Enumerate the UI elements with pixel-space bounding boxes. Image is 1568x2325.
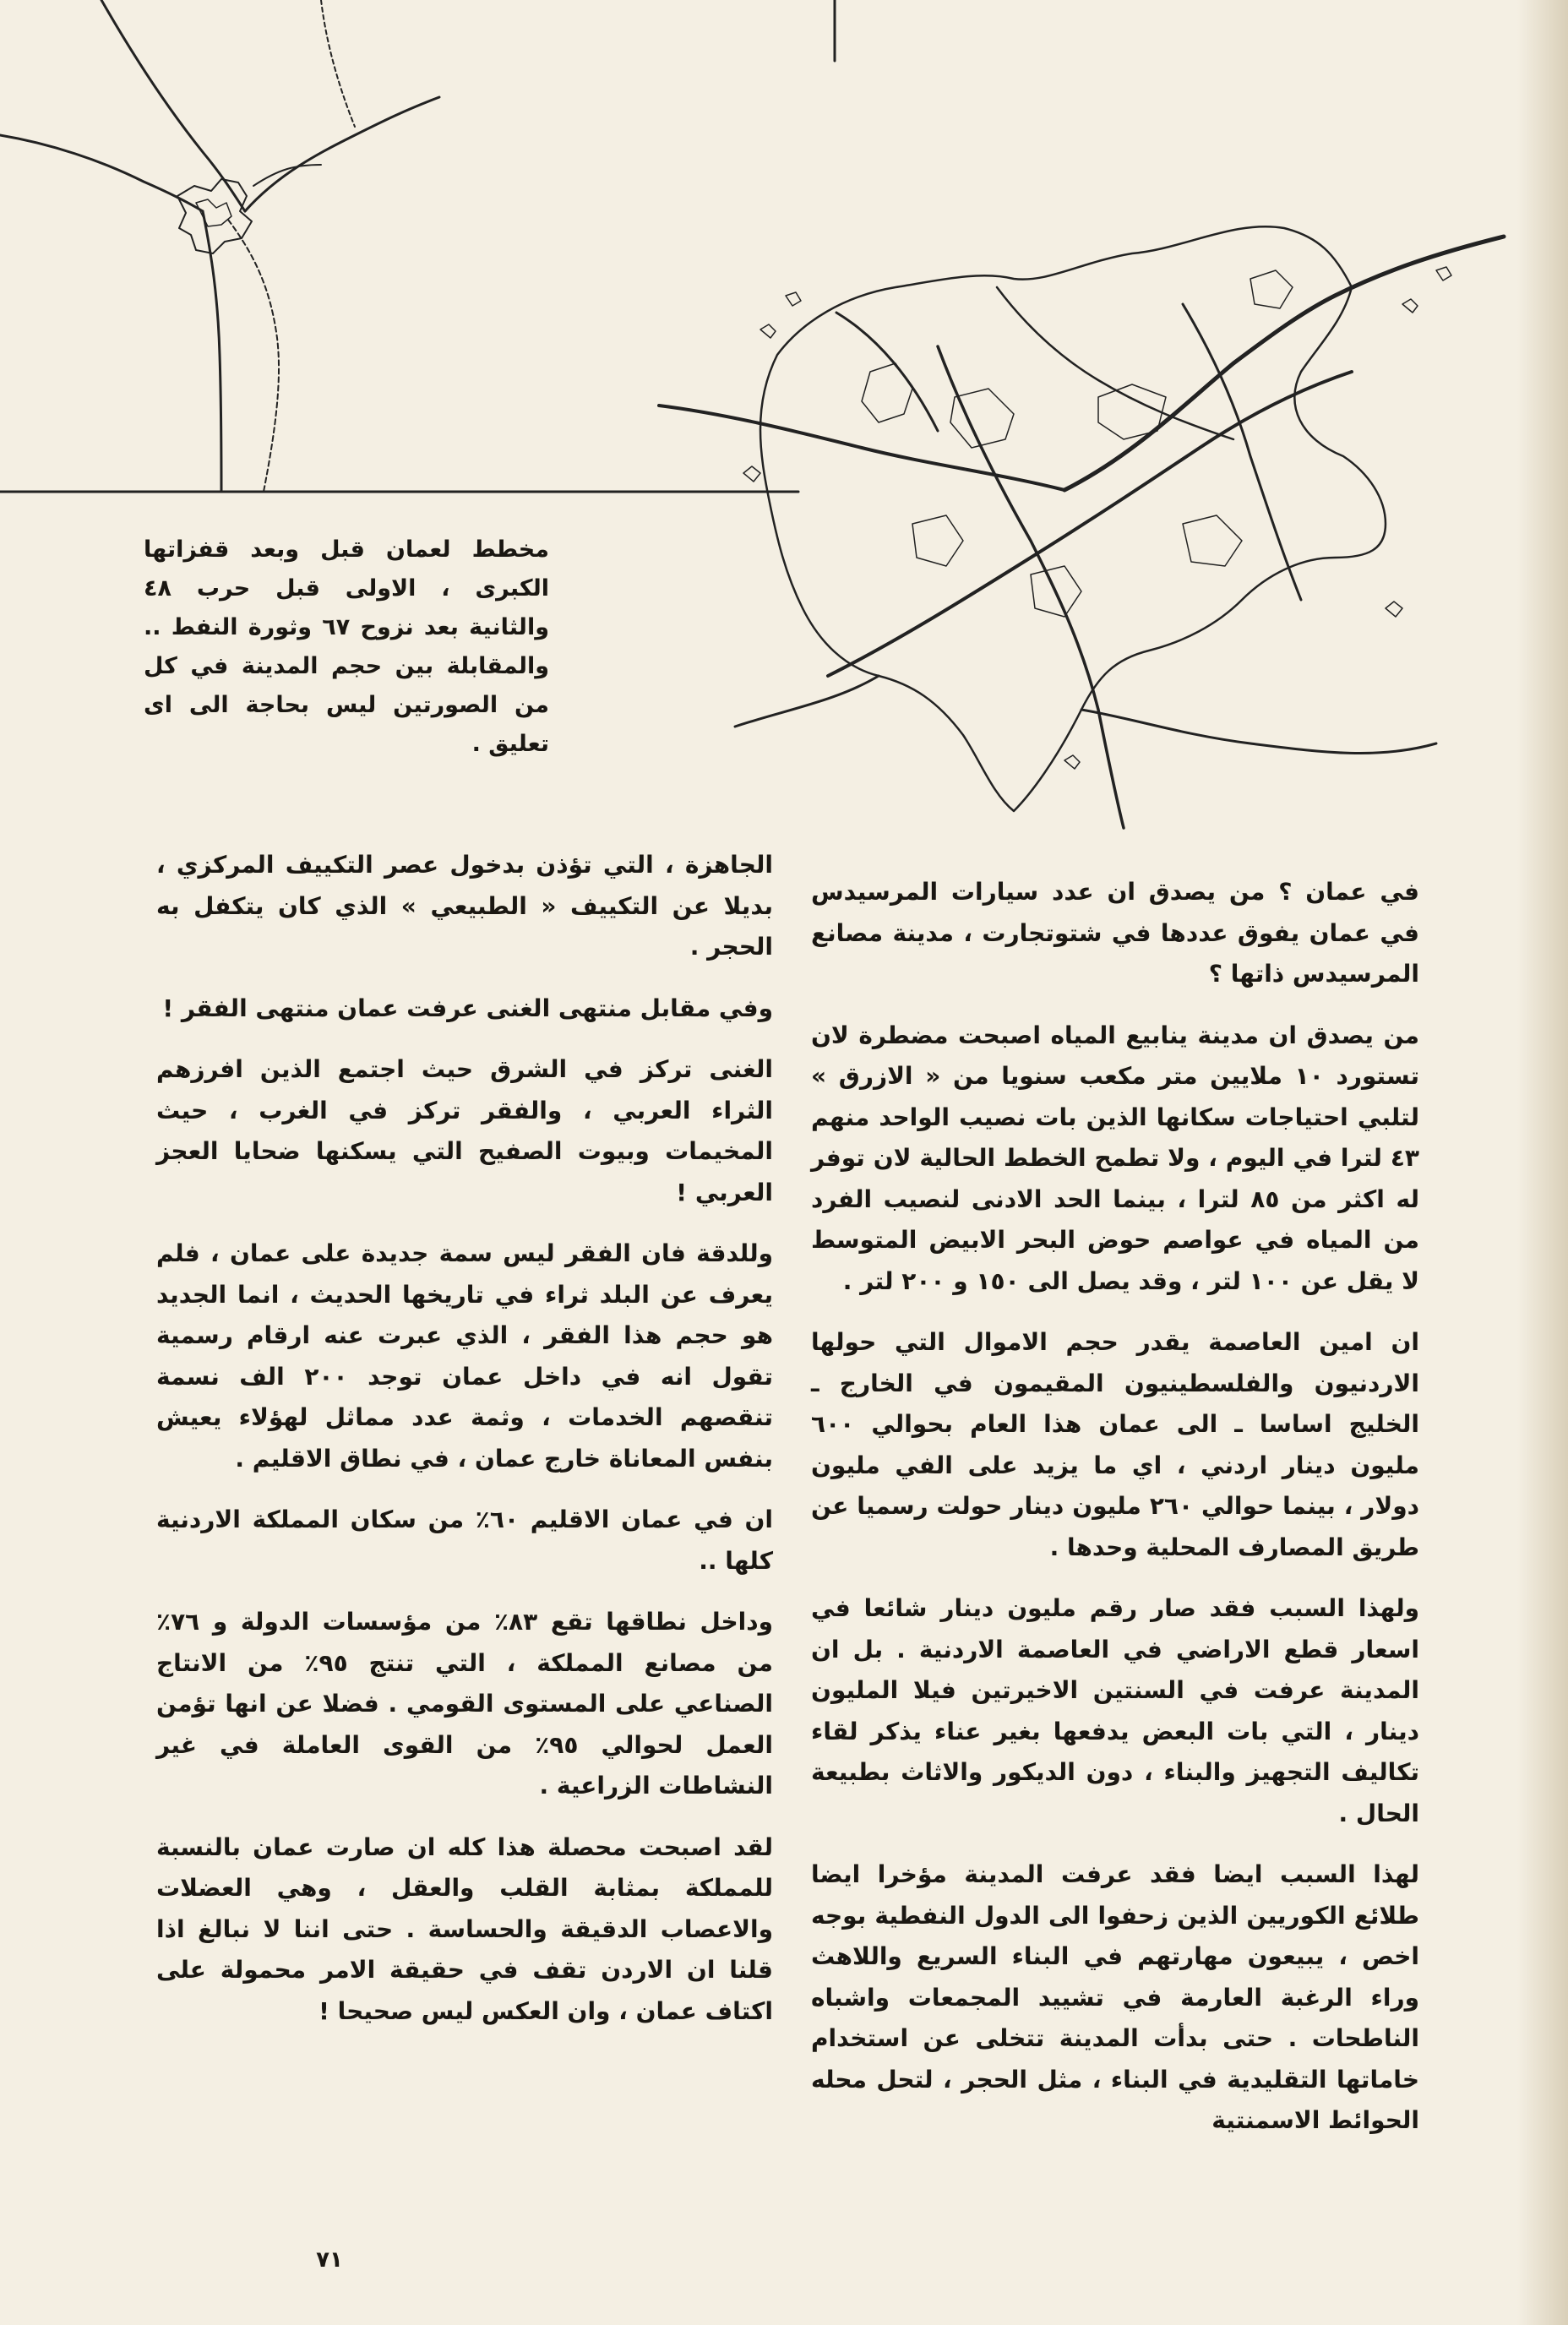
paragraph: من يصدق ان مدينة ينابيع المياه اصبحت مضطرة لان تستورد ١٠ ملايين متر مكعب سنويا من « الازرق » لتلبي احتياجات سكانها الذين بات نصيب الواحد منهم ٤٣ لترا في اليوم ، ولا تطمح الخطط الحالية لان توفر له اكثر من ٨٥ لترا ، بينما الحد الادنى لنصيب الفرد من المياه في عواصم حوض البحر الابيض المتوسط لا يقل عن ١٠٠ لتر ، وقد يصل الى ١٥٠ و ٢٠٠ لتر . xyxy=(811,1021,1419,1295)
paragraph: الجاهزة ، التي تؤذن بدخول عصر التكييف المركزي ، بديلا عن التكييف « الطبيعي » الذي كان يتكفل به الحجر . xyxy=(156,851,773,961)
paragraph: في عمان ؟ من يصدق ان عدد سيارات المرسيدس في عمان يفوق عددها في شتوتجارت ، مدينة مصانع المرسيدس ذاتها ؟ xyxy=(811,878,1419,988)
paragraph: لهذا السبب ايضا فقد عرفت المدينة مؤخرا ايضا طلائع الكوريين الذين زحفوا الى الدول النفطية بوجه اخص ، يبيعون مهارتهم في البناء السريع واللاهث وراء الرغبة العارمة في تشييد المجمعات واشباه الناطحات . حتى بدأت المدينة تتخلى عن استخدام خاماتها التقليدية في البناء ، مثل الحجر ، لتحل محله الحوائط الاسمنتية xyxy=(811,1860,1419,2134)
paragraph: ان في عمان الاقليم ٦٠٪ من سكان المملكة الاردنية كلها .. xyxy=(156,1506,773,1575)
paragraph: لقد اصبحت محصلة هذا كله ان صارت عمان بالنسبة للمملكة بمثابة القلب والعقل ، وهي العضلات والاعصاب الدقيقة والحساسة . حتى اننا لا نبالغ اذا قلنا ان الاردن تقف في حقيقة الامر محمولة على اكتاف عمان ، وان العكس ليس صحيحا ! xyxy=(156,1832,773,2025)
paragraph: وفي مقابل منتهى الغنى عرفت عمان منتهى الفقر ! xyxy=(162,994,773,1022)
paragraph: ان امين العاصمة يقدر حجم الاموال التي حولها الاردنيون والفلسطينيون المقيمون في الخارج ـ الخليج اساسا ـ الى عمان هذا العام بحوالي ٦٠٠ مليون دينار اردني ، اي ما يزيد على الفي مليون دولار ، بينما حوالي ٢٦٠ مليون دينار حولت رسميا عن طريق المصارف المحلية وحدها . xyxy=(811,1328,1420,1561)
paragraph: وداخل نطاقها تقع ٨٣٪ من مؤسسات الدولة و ٧٦٪ من مصانع المملكة ، التي تنتج ٩٥٪ من الانتاج الصناعي على المستوى القومي . فضلا عن انها تؤمن العمل لحوالي ٩٥٪ من القوى العاملة في غير النشاطات الزراعية . xyxy=(156,1608,773,1800)
article-column-left xyxy=(156,845,773,2052)
paragraph: الغنى تركز في الشرق حيث اجتمع الذين افرزهم الثراء العربي ، والفقر تركز في الغرب ، حيث المخيمات وبيوت الصفيح التي يسكنها ضحايا العجز العربي ! xyxy=(156,1055,773,1206)
city-boundary xyxy=(760,226,1386,811)
page-edge-shadow xyxy=(1517,0,1568,2325)
settlement-outline xyxy=(177,179,252,253)
scattered-settlements xyxy=(743,267,1451,769)
page-number: ٧١ xyxy=(316,2247,343,2273)
amman-map-after xyxy=(659,203,1521,828)
map-caption: مخطط لعمان قبل وبعد قفزاتها الكبرى ، الاولى قبل حرب ٤٨ والثانية بعد نزوح ٦٧ وثورة النفط .. والمقابلة بين حجم المدينة في كل من الصورتين ليس بحاجة الى اى تعليق . xyxy=(144,536,549,757)
paragraph: وللدقة فان الفقر ليس سمة جديدة على عمان ، فلم يعرف عن البلد ثراء في تاريخها الحديث ، انما الجديد هو حجم هذا الفقر ، الذي عبرت عنه ارقام رسمية تقول انه في داخل عمان توجد ٢٠٠ الف نسمة تنقصهم الخدمات ، وثمة عدد مماثل لهؤلاء يعيش بنفس المعاناة خارج عمان ، في نطاق الاقليم . xyxy=(156,1239,773,1473)
article-column-right xyxy=(811,872,1419,2162)
main-roads xyxy=(659,237,1504,828)
paragraph: ولهذا السبب فقد صار رقم مليون دينار شائعا في اسعار قطع الاراضي في العاصمة الاردنية . بل ان المدينة عرفت في السنتين الاخيرتين فيلا المليون دينار ، التي بات البعض يدفعها بغير عناء يذكر لقاء تكاليف التجهيز والبناء ، دون الديكور والاثاث بطبيعة الحال . xyxy=(811,1594,1419,1827)
district-outlines xyxy=(862,270,1293,617)
